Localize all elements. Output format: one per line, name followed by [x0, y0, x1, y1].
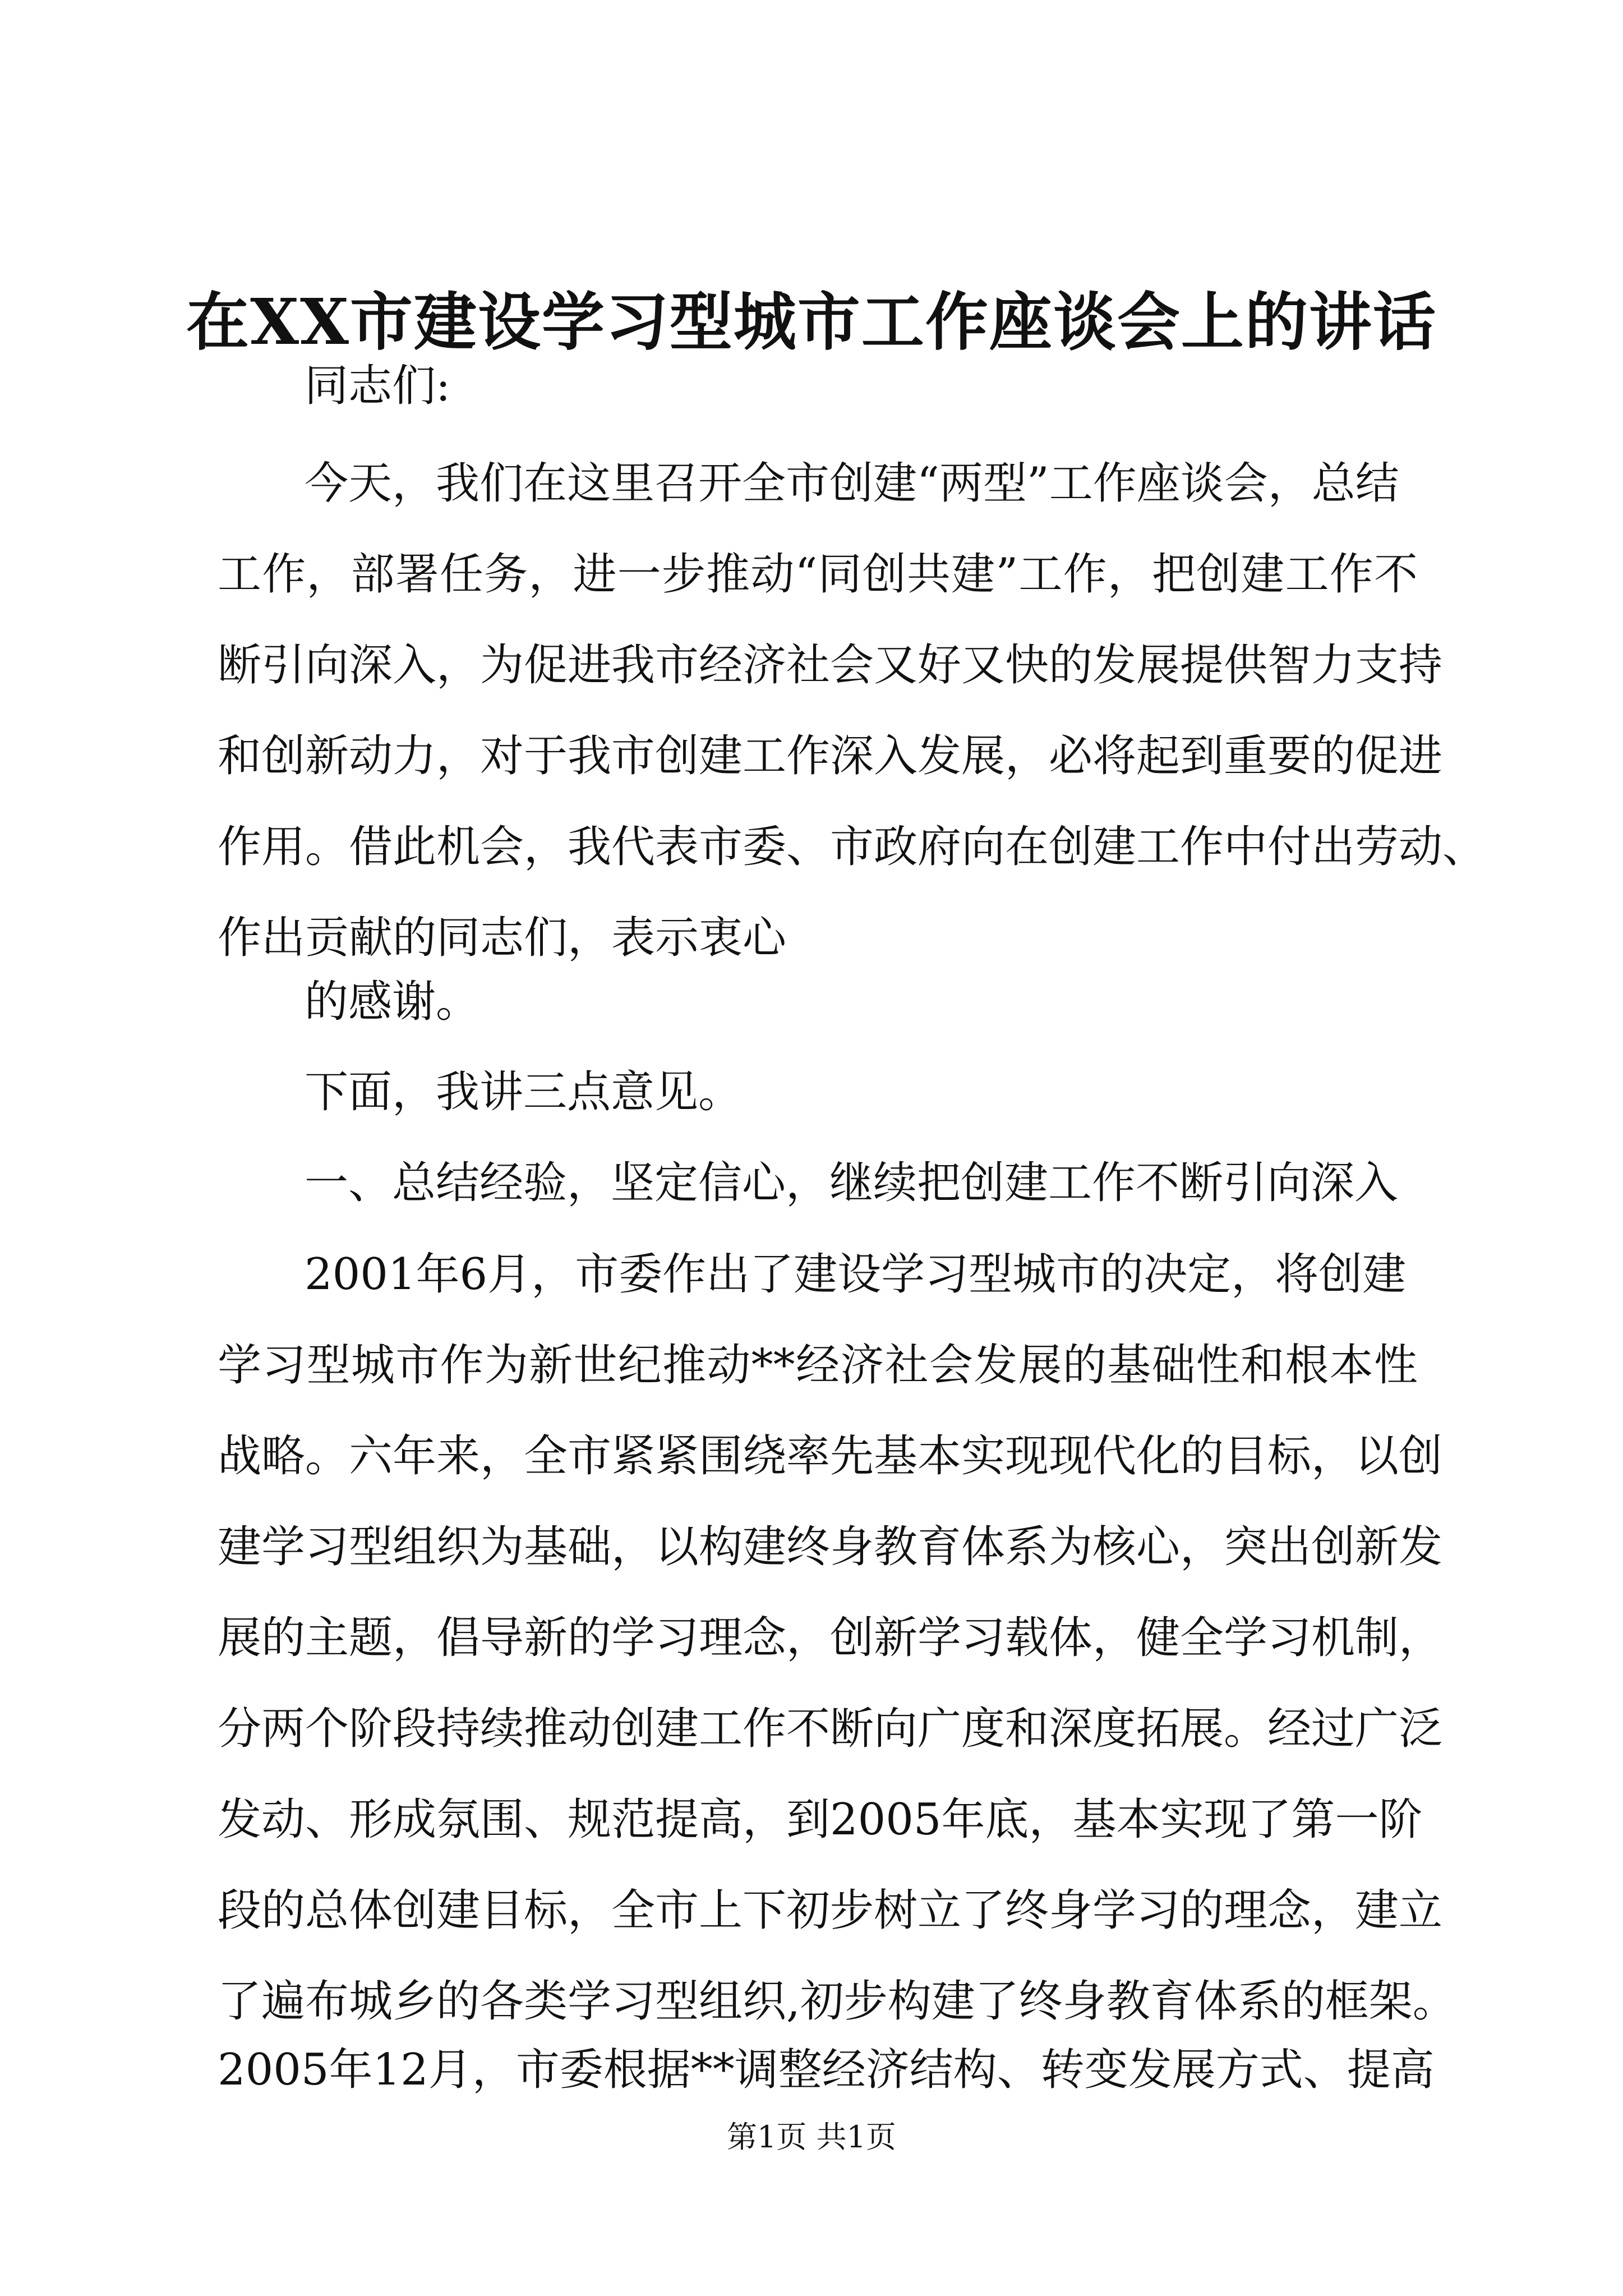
paragraph-line: 段的总体创建目标，全市上下初步树立了终身学习的理念，建立 [218, 1885, 1443, 1936]
paragraph-line: 建学习型组织为基础，以构建终身教育体系为核心，突出创新发 [218, 1522, 1443, 1572]
paragraph-line: 了遍布城乡的各类学习型组织,初步构建了终身教育体系的框架。 [218, 1976, 1456, 2027]
section-heading: 一、总结经验，坚定信心，继续把创建工作不断引向深入 [305, 1158, 1399, 1208]
salutation: 同志们: [305, 361, 451, 411]
paragraph-line: 2005年12月，市委根据**调整经济结构、转变发展方式、提高 [218, 2045, 1435, 2095]
paragraph-line: 的感谢。 [305, 977, 480, 1027]
paragraph-line: 战略。六年来，全市紧紧围绕率先基本实现现代化的目标，以创 [218, 1431, 1443, 1481]
paragraph-line: 今天，我们在这里召开全市创建“两型”工作座谈会，总结 [305, 458, 1399, 509]
paragraph-line: 作用。借此机会，我代表市委、市政府向在创建工作中付出劳动、 [218, 822, 1487, 872]
page-footer: 第1页 共1页 [727, 2119, 896, 2155]
paragraph-line: 展的主题，倡导新的学习理念，创新学习载体，健全学习机制， [218, 1613, 1443, 1663]
paragraph-line: 和创新动力，对于我市创建工作深入发展，必将起到重要的促进 [218, 731, 1443, 781]
paragraph-line: 学习型城市作为新世纪推动**经济社会发展的基础性和根本性 [218, 1340, 1418, 1391]
paragraph-line: 断引向深入，为促进我市经济社会又好又快的发展提供智力支持 [218, 640, 1443, 691]
paragraph-line: 分两个阶段持续推动创建工作不断向广度和深度拓展。经过广泛 [218, 1704, 1443, 1754]
paragraph-line: 发动、形成氛围、规范提高，到2005年底，基本实现了第一阶 [218, 1795, 1423, 1845]
paragraph-line: 下面，我讲三点意见。 [305, 1067, 743, 1117]
paragraph-line: 2001年6月，市委作出了建设学习型城市的决定，将创建 [305, 1249, 1407, 1300]
paragraph-line: 工作，部署任务，进一步推动“同创共建”工作，把创建工作不 [218, 549, 1418, 600]
paragraph-line: 作出贡献的同志们，表示衷心 [218, 913, 787, 963]
document-title: 在XX市建设学习型城市工作座谈会上的讲话 [186, 286, 1437, 359]
